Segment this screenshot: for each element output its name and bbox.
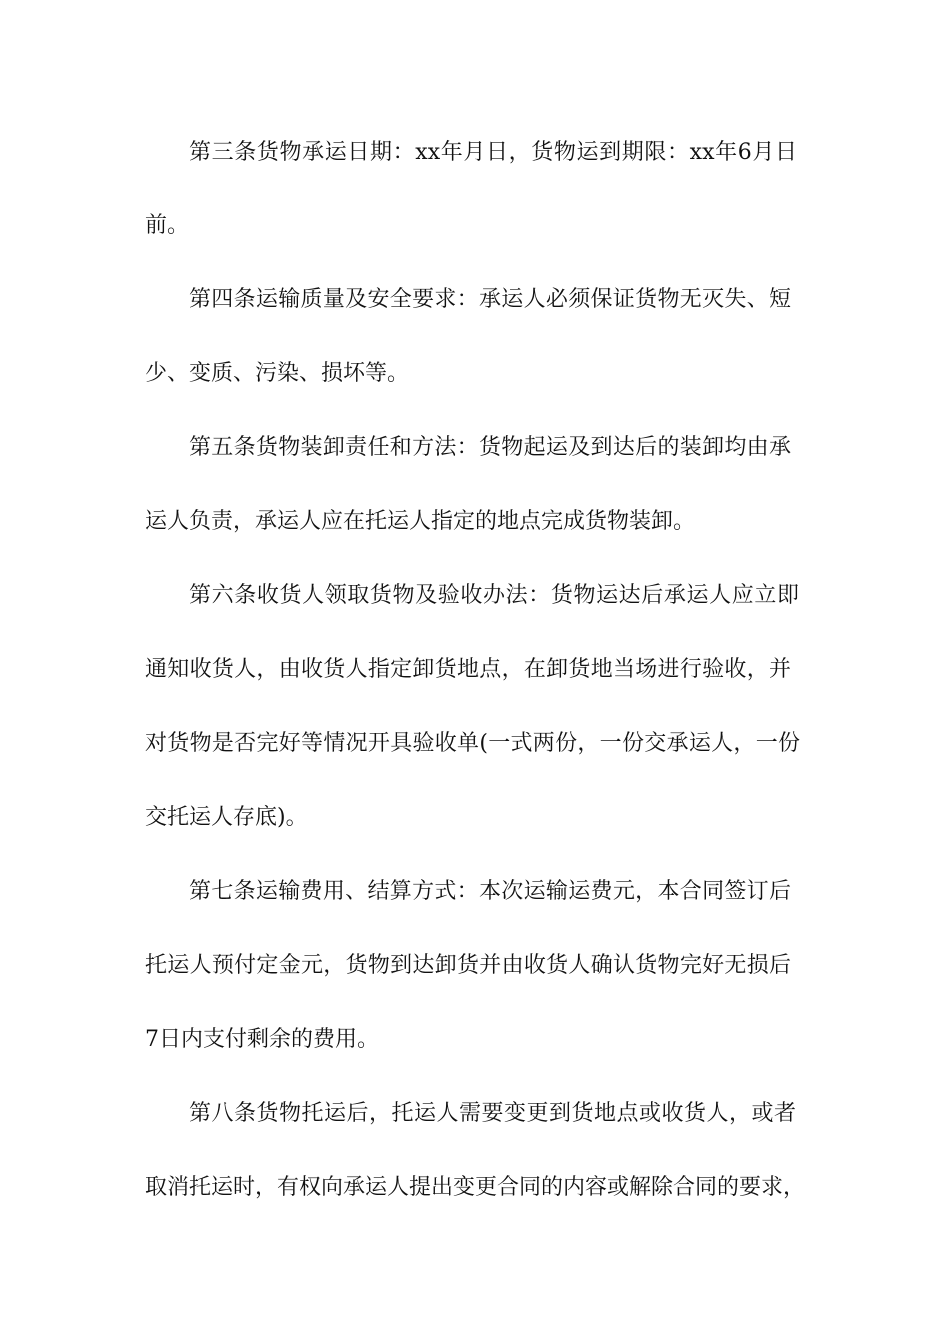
- clause-5-line-1: 第五条货物装卸责任和方法：货物起运及到达后的装卸均由承: [189, 435, 791, 460]
- clause-8-line-2: 取消托运时，有权向承运人提出变更合同的内容或解除合同的要求，: [145, 1175, 806, 1200]
- clause-7-line-3: 7日内支付剩余的费用。: [145, 1027, 379, 1052]
- clause-5-line-2: 运人负责，承运人应在托运人指定的地点完成货物装卸。: [145, 509, 696, 534]
- clause-6-line-3: 对货物是否完好等情况开具验收单(一式两份，一份交承运人，一份: [145, 731, 800, 756]
- clause-8-line-1: 第八条货物托运后，托运人需要变更到货地点或收货人，或者: [189, 1101, 796, 1126]
- clause-4-line-2: 少、变质、污染、损坏等。: [145, 361, 410, 386]
- clause-6-line-2: 通知收货人，由收货人指定卸货地点，在卸货地当场进行验收，并: [145, 657, 791, 682]
- clause-6-line-4: 交托运人存底)。: [145, 805, 308, 830]
- clause-3-line-1: 第三条货物承运日期：xx年月日，货物运到期限：xx年6月日: [189, 140, 797, 165]
- clause-4-line-1: 第四条运输质量及安全要求：承运人必须保证货物无灭失、短: [189, 287, 791, 312]
- clause-6-line-1: 第六条收货人领取货物及验收办法：货物运达后承运人应立即: [189, 583, 799, 608]
- clause-7-line-1: 第七条运输费用、结算方式：本次运输运费元，本合同签订后: [189, 879, 791, 904]
- clause-7-line-2: 托运人预付定金元，货物到达卸货并由收货人确认货物完好无损后: [145, 953, 791, 978]
- clause-3-line-2: 前。: [145, 213, 190, 238]
